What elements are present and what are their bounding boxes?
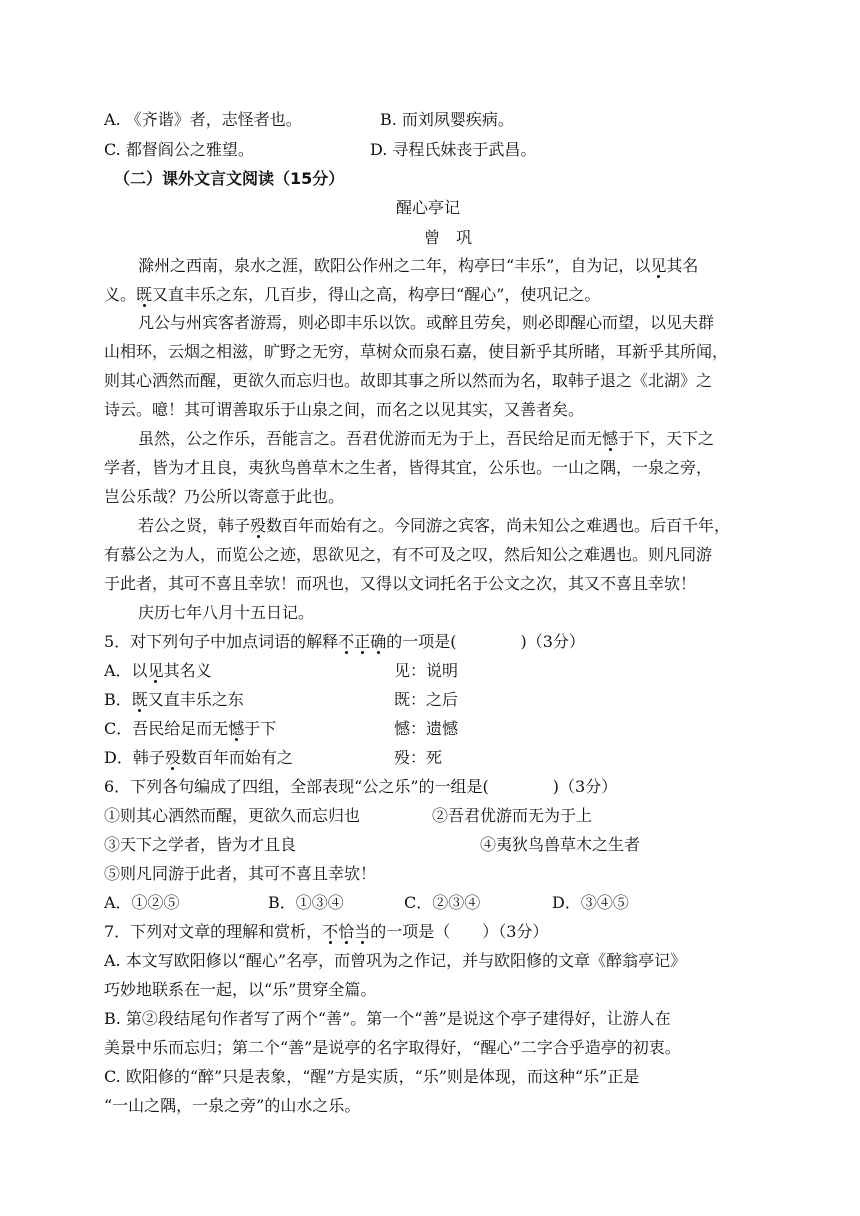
essay-p3-line <box>138 429 714 449</box>
text-run: D．韩子 <box>104 748 165 767</box>
dotted-word: 恰 <box>338 922 355 941</box>
q6-option-a: A．①②⑤ <box>104 893 180 912</box>
essay-p3-line: 学者，皆为才且良，夷狄鸟兽草木之生者，皆得其宜，公乐也。一山之隅，一泉之旁， <box>104 458 713 477</box>
text-run: 7．下列对文章的理解和赏析， <box>104 922 323 941</box>
q5-option-d <box>104 748 293 768</box>
text-run: 虽然，公之作乐，吾能言之。吾君优游而无为于上，吾民给足而无 <box>138 429 603 448</box>
essay-p2-line: 诗云。噫！其可谓善取乐于山泉之间，而名之以见其实，又善者矣。 <box>104 400 585 419</box>
text-run: 于下 <box>244 719 277 738</box>
q6-item-3: ③天下之学者，皆为才且良 <box>104 835 297 854</box>
text-run: A．以 <box>104 661 148 680</box>
q5-option-a-gloss: 见：说明 <box>394 661 459 680</box>
dotted-word: 见 <box>650 256 667 275</box>
dotted-word: 憾 <box>602 429 619 448</box>
q7-stem <box>104 922 548 942</box>
q6-option-b: B．①③④ <box>268 893 344 912</box>
essay-p2-line: 凡公与州宾客者游焉，则必即丰乐以饮。或醉且劳矣，则必即醒心而望，以见夫群 <box>138 313 715 332</box>
text-run: 于下，天下之 <box>618 429 715 448</box>
essay-p1-line <box>104 285 600 305</box>
text-run: 其名 <box>666 256 699 275</box>
q7-option-a-line: A. 本文写欧阳修以“醒心”名亭，而曾巩为之作记，并与欧阳修的文章《醉翁亭记》 <box>104 951 687 970</box>
q5-option-b-gloss: 既：之后 <box>394 690 459 709</box>
text-run: 又直丰乐之东 <box>147 690 244 709</box>
essay-author: 曾 巩 <box>424 228 473 247</box>
dotted-word: 见 <box>147 661 164 680</box>
q6-item-1: ①则其心洒然而醒，更欲久而忘归也 <box>104 806 361 825</box>
text-run: 又直丰乐之东，几百步，得山之高，构亭曰“醒心”，使巩记之。 <box>152 285 601 304</box>
q5-stem <box>104 632 585 652</box>
essay-title: 醒心亭记 <box>396 198 461 217</box>
q7-option-b-line: 美景中乐而忘归；第二个“善”是说亭的名字取得好，“醒心”二字合乎造亭的初衷。 <box>104 1038 681 1057</box>
text-run: 滁州之西南，泉水之涯，欧阳公作州之二年，构亭曰“丰乐”，自为记，以 <box>138 256 651 275</box>
q7-option-b-line: B. 第②段结尾句作者写了两个“善”。第一个“善”是说这个亭子建得好，让游人在 <box>104 1009 671 1028</box>
essay-date: 庆历七年八月十五日记。 <box>138 603 315 622</box>
q7-option-c-line: C. 欧阳修的“醉”只是表象，“醒”方是实质，“乐”则是体现，而这种“乐”正是 <box>104 1067 640 1086</box>
q5-option-c <box>104 719 276 739</box>
dotted-word: 既 <box>131 690 148 709</box>
dotted-word: 既 <box>136 285 153 304</box>
essay-p4-line <box>138 516 730 536</box>
text-run: 数百年而始有之 <box>180 748 293 767</box>
text-run: C．吾民给足而无 <box>104 719 229 738</box>
q7-option-c-line: “一山之隅，一泉之旁”的山水之乐。 <box>104 1096 361 1115</box>
text-run: 其名义 <box>163 661 212 680</box>
q6-option-d: D．③④⑤ <box>552 893 629 912</box>
dotted-word: 不 <box>338 632 355 651</box>
prev-option-a: A. 《齐谐》者，志怪者也。 <box>104 110 302 129</box>
q7-option-a-line: 巧妙地联系在一起，以“乐”贯穿全篇。 <box>104 980 377 999</box>
prev-option-d: D. 寻程氏妹丧于武昌。 <box>370 140 537 159</box>
essay-p3-line: 岂公乐哉？乃公所以寄意于此也。 <box>104 487 345 506</box>
q6-stem: 6．下列各句编成了四组，全部表现“公之乐”的一组是( )（3分） <box>104 777 618 796</box>
text-run: 义。 <box>104 285 137 304</box>
dotted-word: 殁 <box>164 748 181 767</box>
q6-item-4: ④夷狄鸟兽草木之生者 <box>480 835 641 854</box>
text-run: 数百年而始有之。今同游之宾客，尚未知公之难遇也。后百千年， <box>266 516 731 535</box>
dotted-word: 当 <box>354 922 371 941</box>
essay-p4-line: 有慕公之为人，而览公之迹，思欲见之，有不可及之叹，然后知公之难遇也。则凡同游 <box>104 545 713 564</box>
q5-option-b <box>104 690 244 710</box>
essay-p4-line: 于此者，其可不喜且幸欤！而巩也，又得以文词托名于公文之次，其又不喜且幸欤！ <box>104 574 697 593</box>
q6-option-c: C．②③④ <box>404 893 481 912</box>
q6-item-5: ⑤则凡同游于此者，其可不喜且幸欤！ <box>104 864 377 883</box>
essay-p2-line: 则其心洒然而醒，更欲久而忘归也。故即其事之所以然而为名，取韩子退之《北湖》之 <box>104 371 713 390</box>
prev-option-c: C. 都督阎公之雅望。 <box>104 140 254 159</box>
dotted-word: 憾 <box>228 719 245 738</box>
text-run: 的一项是( )（3分） <box>386 632 585 651</box>
dotted-word: 确 <box>370 632 387 651</box>
text-run: 的一项是（ ）（3分） <box>370 922 549 941</box>
prev-option-b: B. 而刘夙婴疾病。 <box>380 110 514 129</box>
q5-option-c-gloss: 憾：遗憾 <box>394 719 459 738</box>
text-run: B． <box>104 690 132 709</box>
text-run: 5．对下列句子中加点词语的解释 <box>104 632 339 651</box>
q6-item-2: ②吾君优游而无为于上 <box>432 806 593 825</box>
dotted-word: 正 <box>354 632 371 651</box>
text-run: 若公之贤，韩子 <box>138 516 251 535</box>
dotted-word: 不 <box>322 922 339 941</box>
q5-option-a <box>104 661 212 681</box>
essay-p1-line <box>138 256 698 276</box>
section-heading: （二）课外文言文阅读（15分） <box>114 169 345 188</box>
q5-option-d-gloss: 殁：死 <box>394 748 443 767</box>
dotted-word: 殁 <box>250 516 267 535</box>
essay-p2-line: 山相环，云烟之相滋，旷野之无穷，草树众而泉石嘉，使目新乎其所睹，耳新乎其所闻， <box>104 342 729 361</box>
